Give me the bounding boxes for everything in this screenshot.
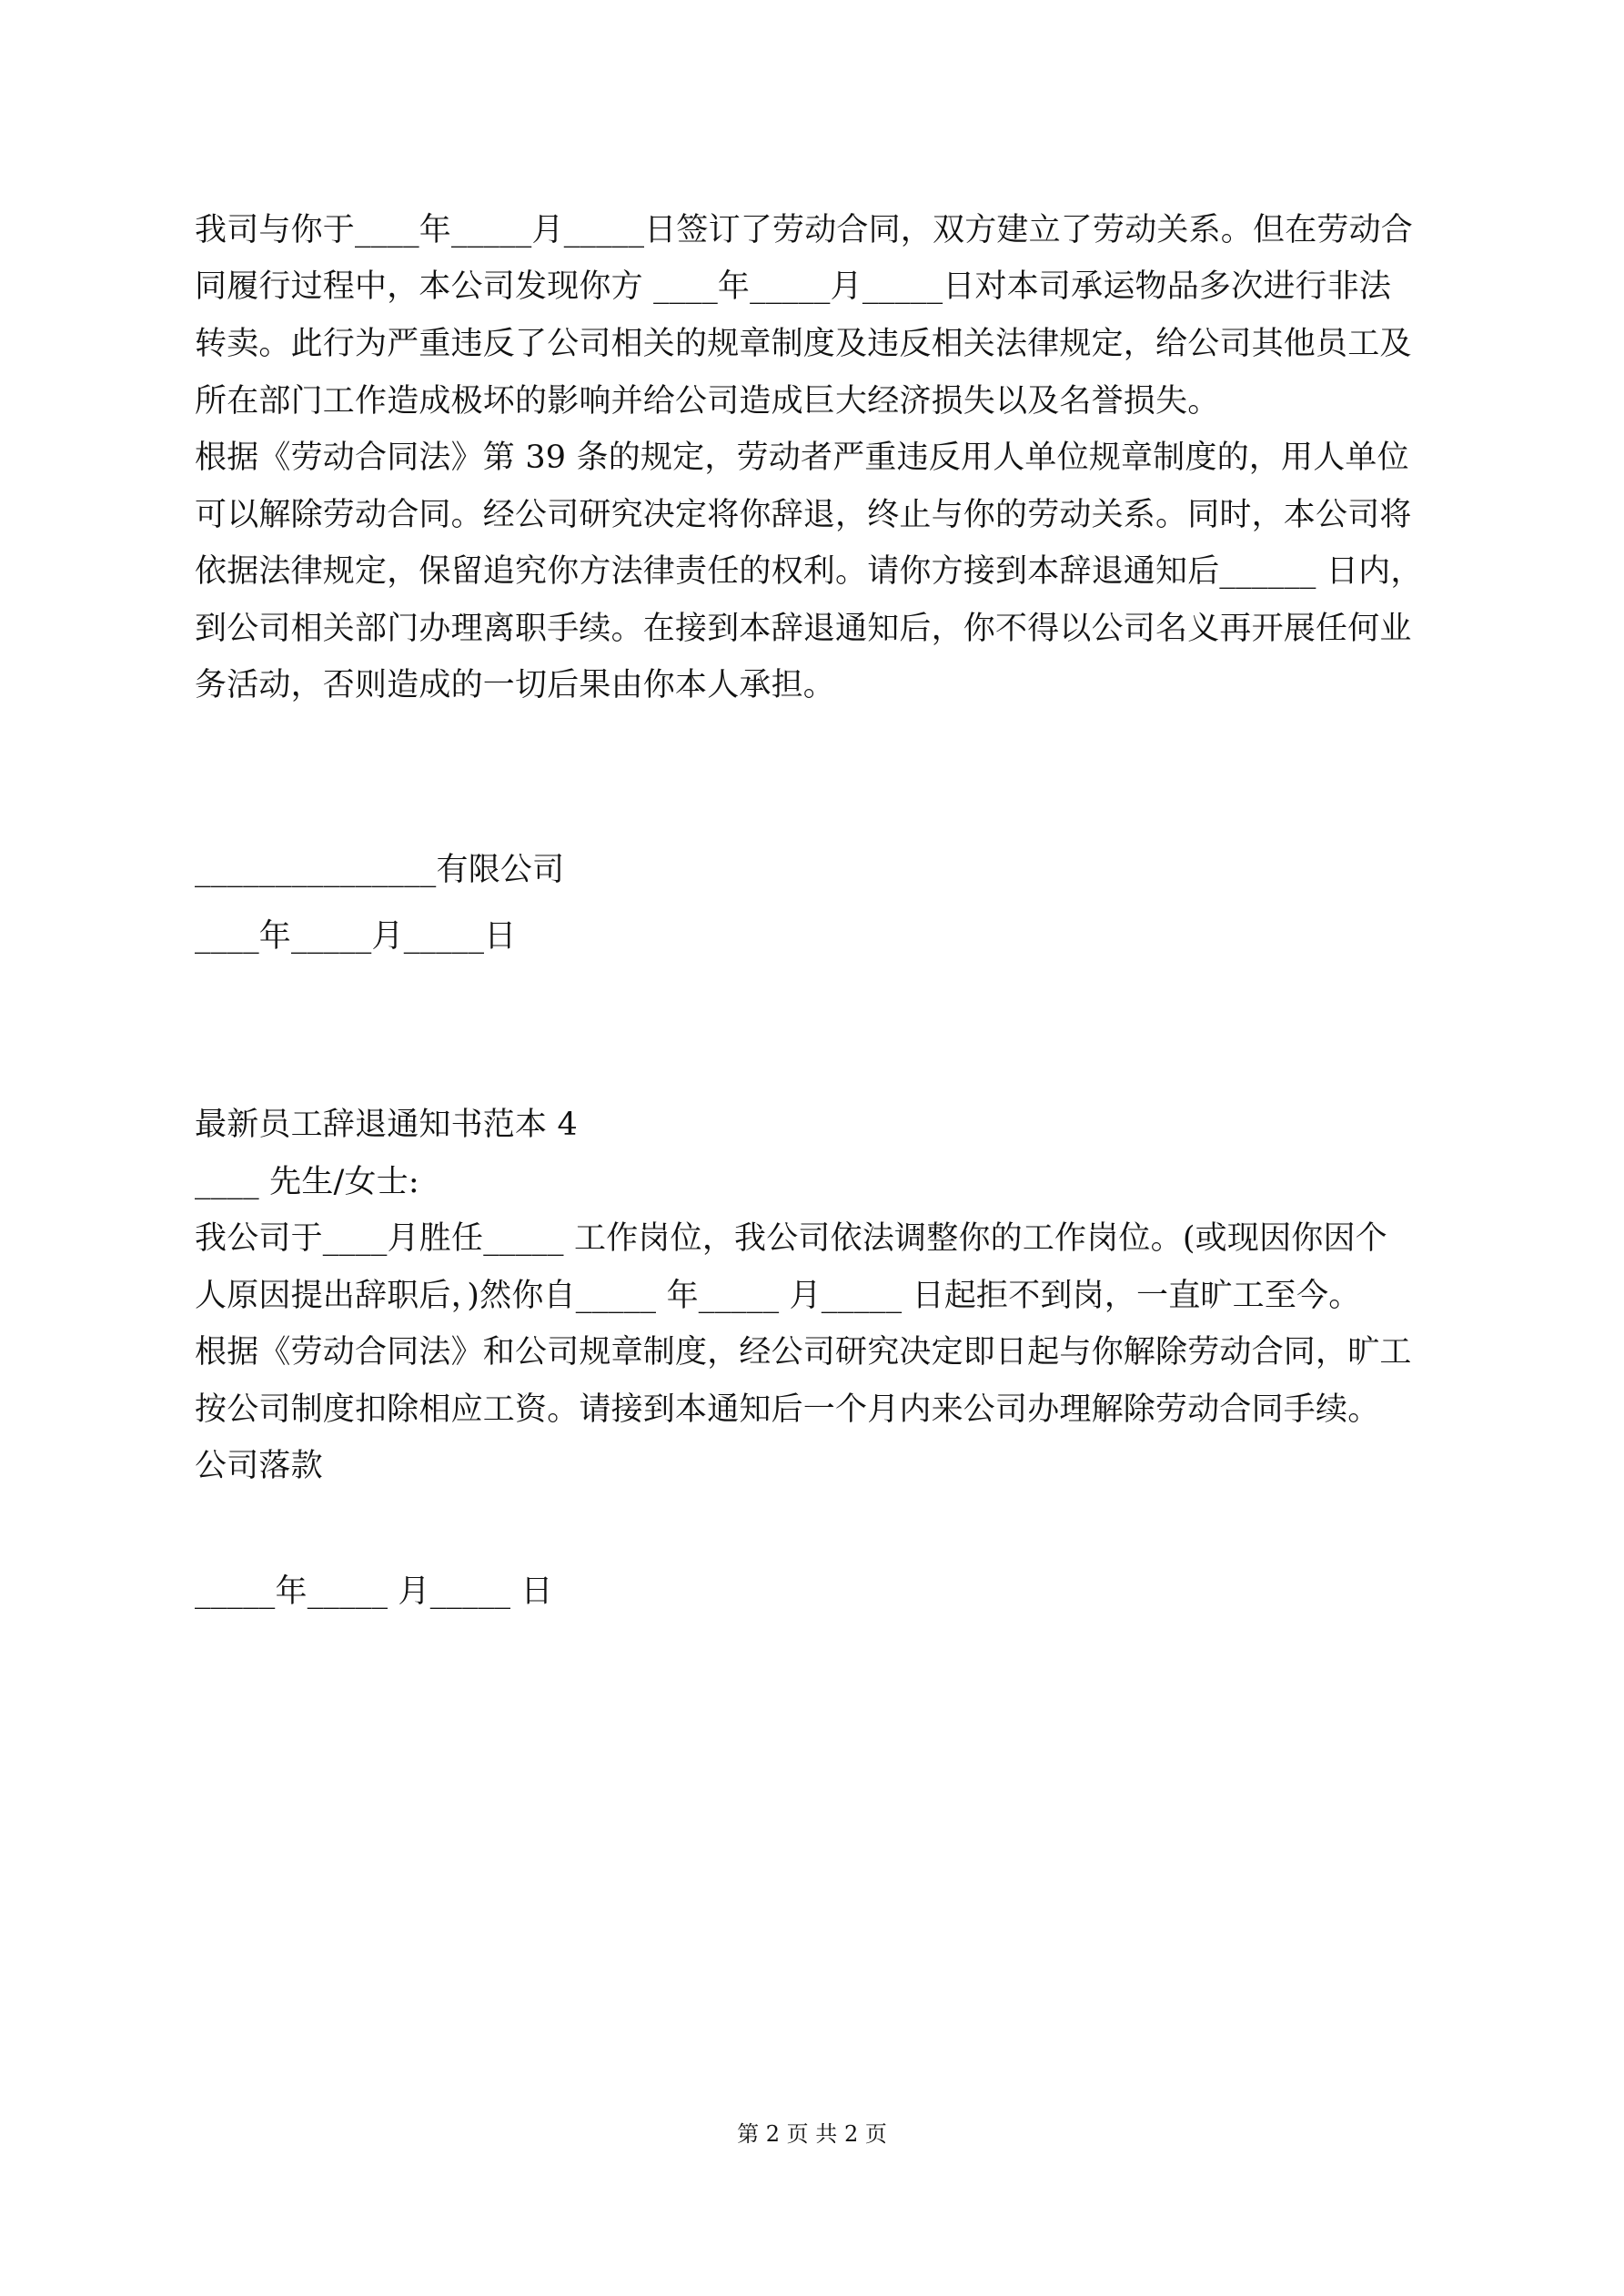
page-number-footer: 第 2 页 共 2 页 (737, 2121, 887, 2147)
letter3-signature-date: ____年_____月_____日 (195, 918, 517, 955)
letter4-body-line-4: 按公司制度扣除相应工资。请接到本通知后一个月内来公司办理解除劳动合同手续。 (195, 1391, 1380, 1428)
letter3-paragraph1-line-4: 所在部门工作造成极坏的影响并给公司造成巨大经济损失以及名誉损失。 (195, 383, 1220, 420)
letter3-paragraph1-line-2: 同履行过程中，本公司发现你方 ____年_____月_____日对本司承运物品多次进行非法 (195, 268, 1392, 305)
letter3-paragraph2-line-4: 到公司相关部门办理离职手续。在接到本辞退通知后，你不得以公司名义再开展任何业 (195, 611, 1412, 647)
letter4-title: 最新员工辞退通知书范本 4 (195, 1107, 578, 1143)
letter3-paragraph2-line-1: 根据《劳动合同法》第 39 条的规定，劳动者严重违反用人单位规章制度的，用人单位 (195, 440, 1409, 476)
letter3-paragraph2-line-3: 依据法律规定，保留追究你方法律责任的权利。请你方接到本辞退通知后______ 日内， (195, 553, 1423, 590)
letter4-salutation: ____ 先生/女士: (195, 1164, 419, 1200)
letter4-signature-date: _____年_____ 月_____ 日 (195, 1573, 553, 1610)
letter3-paragraph2-line-5: 务活动，否则造成的一切后果由你本人承担。 (195, 667, 836, 703)
letter3-paragraph1-line-3: 转卖。此行为严重违反了公司相关的规章制度及违反相关法律规定，给公司其他员工及 (195, 326, 1412, 362)
letter3-paragraph1-line-1: 我司与你于____年_____月_____日签订了劳动合同，双方建立了劳动关系。但在劳动合 (195, 212, 1414, 248)
letter4-body-line-2: 人原因提出辞职后，)然你自_____ 年_____ 月_____ 日起拒不到岗，一直旷工至今。 (195, 1278, 1361, 1314)
letter3-signature-company: _______________有限公司 (195, 852, 565, 888)
letter4-body-line-3: 根据《劳动合同法》和公司规章制度，经公司研究决定即日起与你解除劳动合同，旷工 (195, 1334, 1412, 1371)
letter3-paragraph2-line-2: 可以解除劳动合同。经公司研究决定将你辞退，终止与你的劳动关系。同时，本公司将 (195, 497, 1412, 533)
letter4-body-line-1: 我公司于____月胜任_____ 工作岗位，我公司依法调整你的工作岗位。(或现因你因个 (195, 1220, 1387, 1257)
letter4-signature-company: 公司落款 (195, 1448, 323, 1484)
